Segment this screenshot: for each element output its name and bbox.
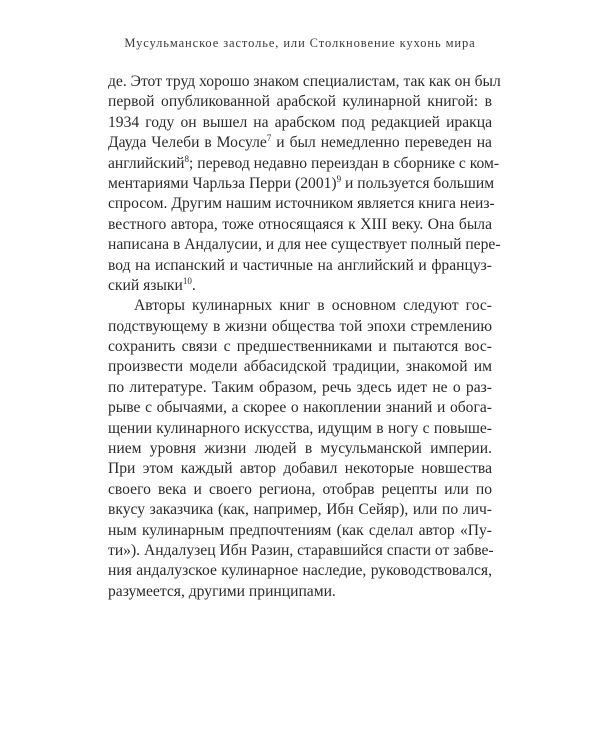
footnote-ref-9[interactable]: 9 — [336, 173, 342, 184]
text-line: де. Этот труд хорошо знаком специалистам, так как он был — [108, 73, 501, 90]
footnote-ref-10[interactable]: 10 — [182, 275, 192, 286]
text-line: произвести модели аббасидской традиции, знакомой им — [108, 358, 492, 376]
text-line: Авторы кулинарных книг в основном следуют гос- — [134, 297, 492, 315]
text-line: вкусу заказчика (как, например, Ибн Сейяр), или по лич- — [108, 501, 492, 519]
text-segment: . — [191, 276, 196, 294]
text-line: по литературе. Таким образом, речь здесь идет не о раз- — [108, 378, 492, 396]
text-line: подствующему в жизни общества той эпохи стремлению — [108, 317, 492, 335]
running-header: Мусульманское застолье, или Столкновение кухонь мира — [124, 36, 476, 50]
text-line: ным кулинарным предпочтениям (как сделал автор «Пу- — [108, 521, 492, 539]
text-segment: ментариями Чарльза Перри (2001) — [108, 174, 337, 192]
text-segment: и пользуется большим — [341, 174, 495, 192]
body-text — [108, 72, 501, 602]
text-line: написана в Андалусии, и для нее существует полный пере- — [108, 236, 501, 254]
paragraph-1 — [108, 72, 501, 296]
text-line: своего века и своего региона, отобрав рецепты или по — [108, 480, 492, 498]
text-line: сохранить связи с предшественниками и пытаются вос- — [108, 338, 492, 356]
text-line: спросом. Другим нашим источником является книга неиз- — [108, 195, 495, 213]
text-segment: ; перевод недавно переиздан в сборнике с ком- — [189, 154, 500, 172]
text-line — [108, 153, 500, 174]
text-line: нием уровня жизни людей в мусульманской империи. — [108, 440, 492, 458]
text-line: вестного автора, тоже относящаяся к XIII веку. Она была — [108, 215, 492, 233]
text-line: При этом каждый автор добавил некоторые новшества — [108, 460, 492, 478]
text-line — [108, 173, 495, 194]
text-segment: и был немедленно переведен на — [271, 134, 492, 152]
footnote-ref-8[interactable]: 8 — [184, 153, 190, 164]
paragraph-2 — [108, 296, 492, 602]
text-segment: ский языки — [108, 276, 183, 294]
text-line: первой опубликованной арабской кулинарной книгой: в — [108, 93, 492, 111]
text-line: вод на испанский и частичные на английский и француз- — [108, 256, 492, 274]
text-line — [108, 133, 492, 153]
text-line: ния андалузское кулинарное наследие, руководствовался, — [108, 562, 492, 580]
text-line — [108, 276, 492, 296]
text-line: ти»). Андалузец Ибн Разин, старавшийся спасти от забве- — [108, 541, 494, 559]
text-line: 1934 году он вышел на арабском под редакцией иракца — [108, 113, 492, 131]
footnote-ref-7[interactable]: 7 — [266, 132, 272, 143]
text-line: щении кулинарного искусства, идущим в ногу с повыше- — [108, 419, 492, 437]
text-segment: Дауда Челеби в Мосуле — [108, 134, 267, 152]
text-line: рыве с обычаями, а скорее о накоплении знаний и обога- — [108, 399, 492, 417]
text-line: разумеется, другими принципами. — [108, 582, 336, 600]
text-segment: английский — [108, 154, 185, 172]
